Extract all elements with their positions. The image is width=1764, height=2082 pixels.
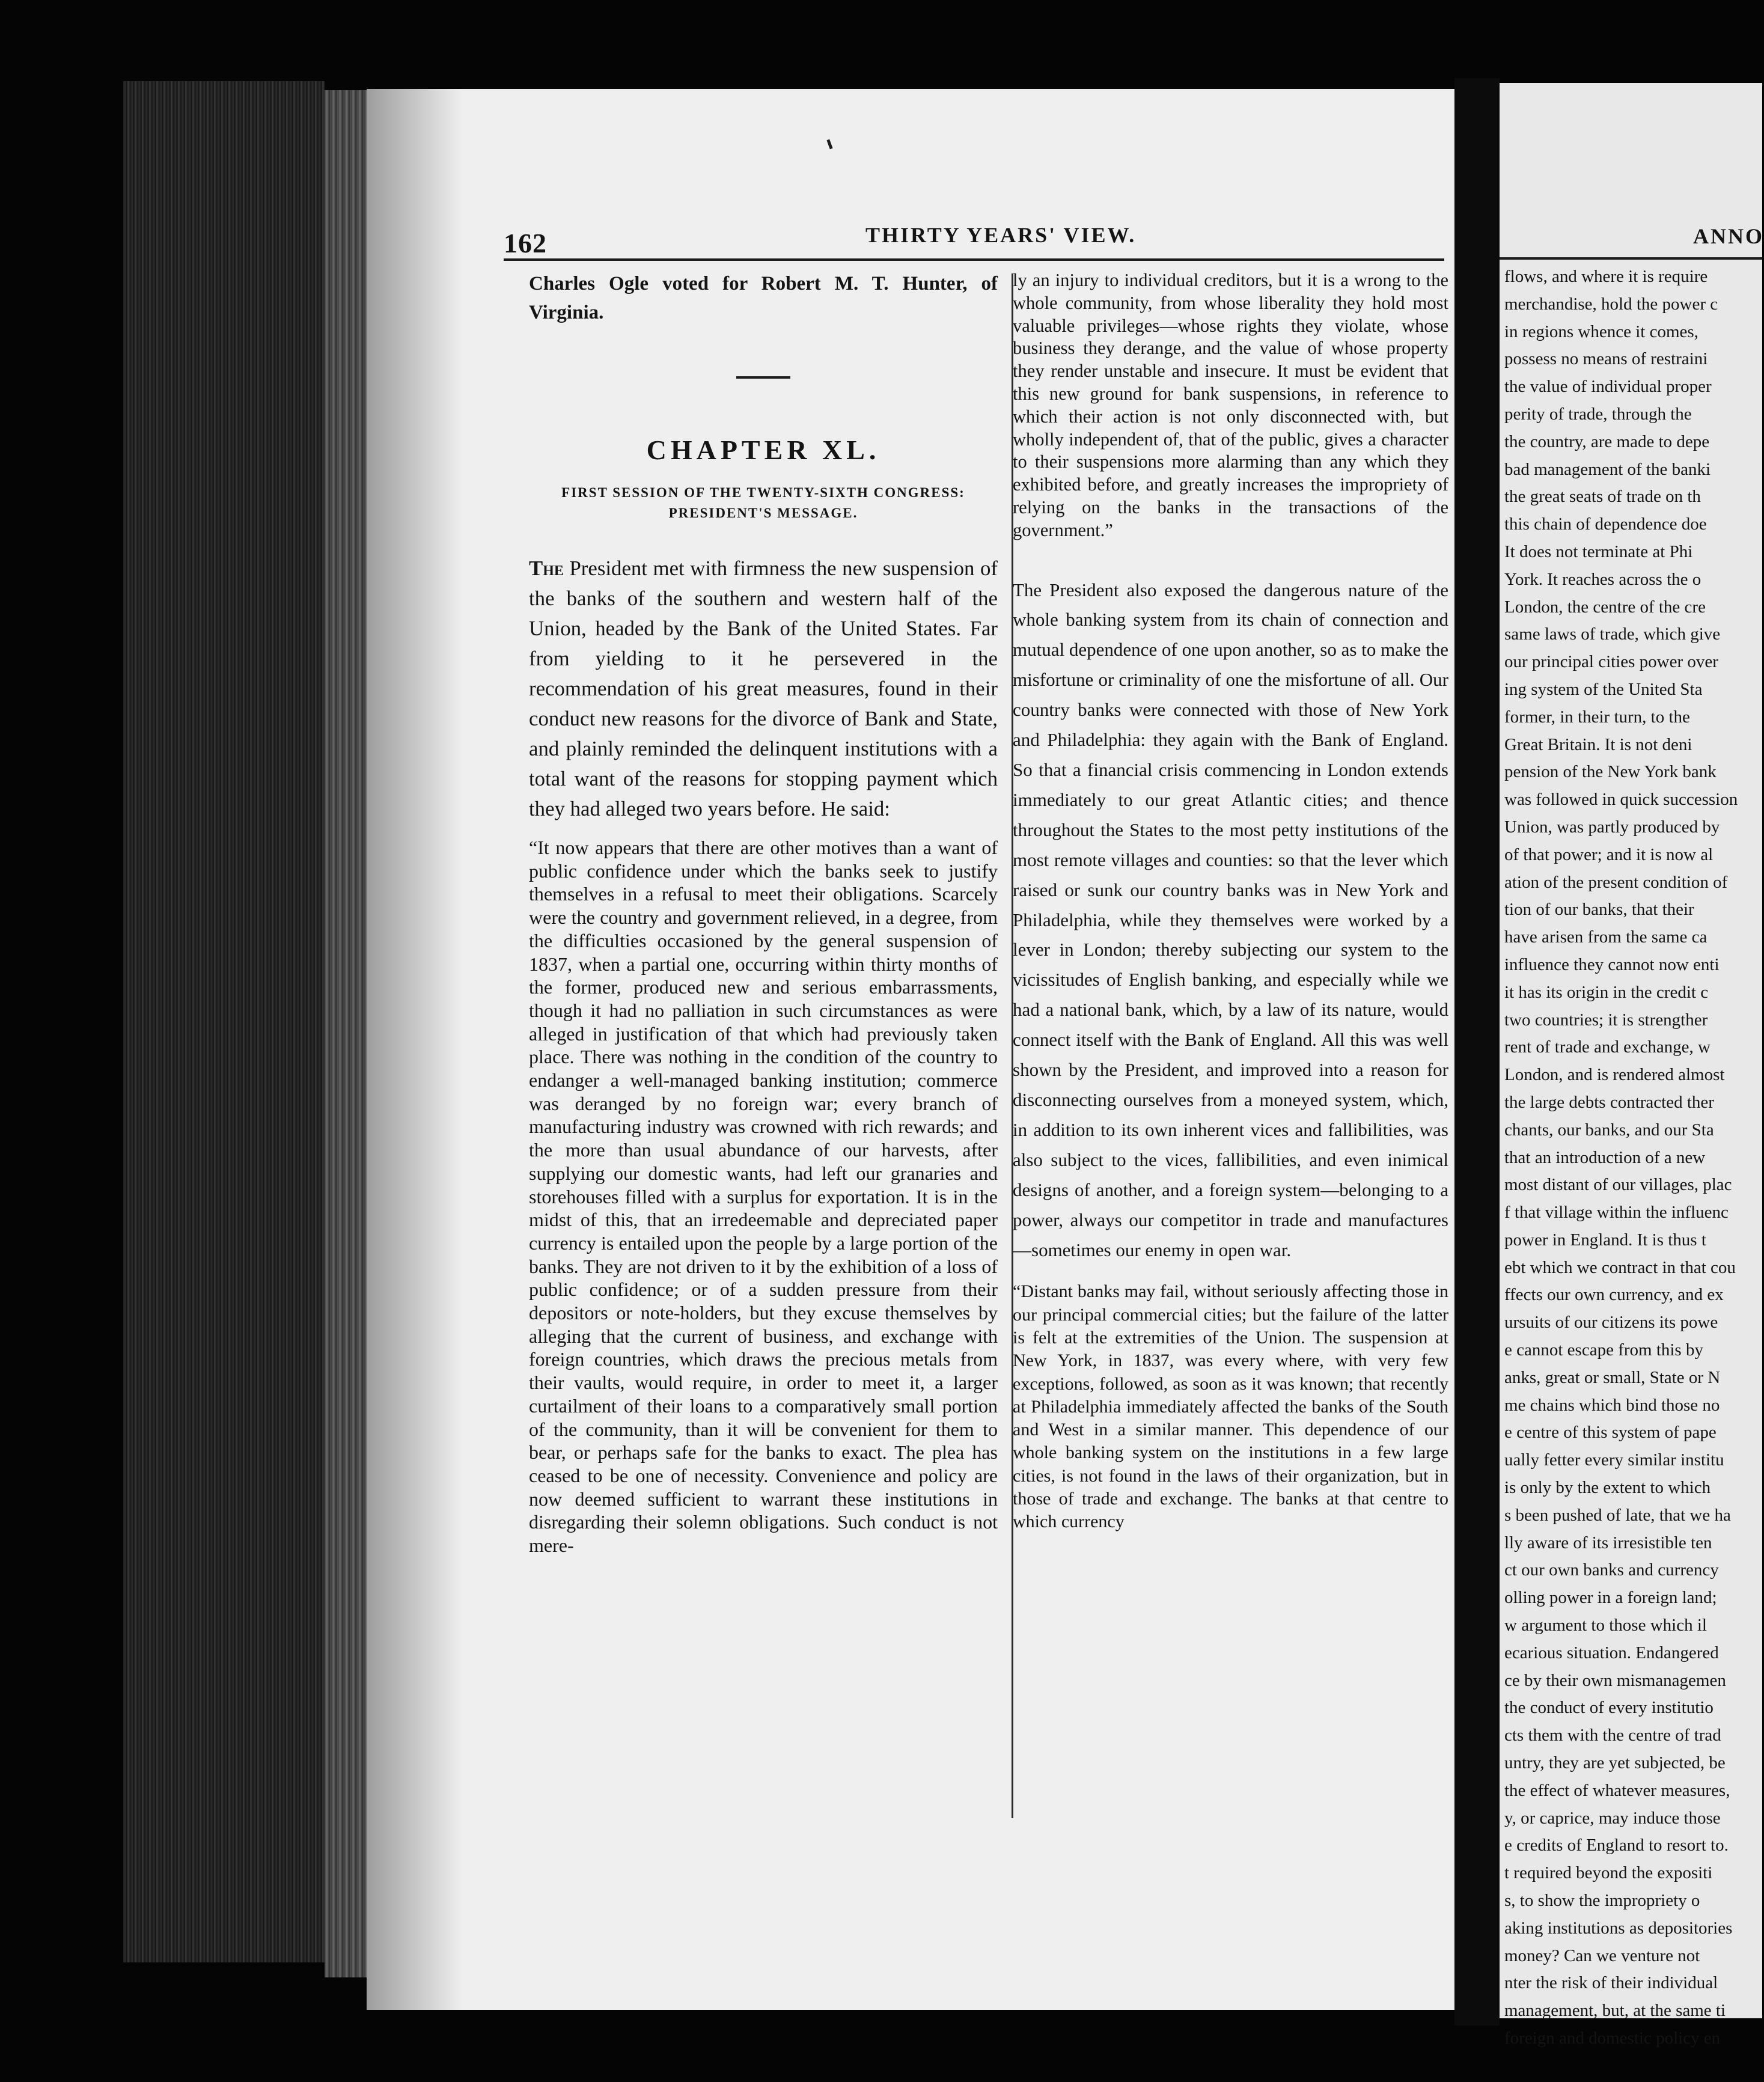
facing-line: ct our own banks and currency [1504,1560,1719,1580]
book-spine [123,81,325,1962]
facing-line: management, but, at the same ti [1504,2001,1726,2021]
page-shadow [367,89,463,2010]
facing-line: same laws of trade, which give [1504,624,1721,644]
lead-word: The [529,557,564,580]
facing-line: is only by the extent to which [1504,1478,1711,1498]
facing-line: Union, was partly produced by [1504,817,1720,837]
facing-line: It does not terminate at Phi [1504,542,1693,561]
facing-line: aking institutions as depositories [1504,1918,1733,1938]
book-gutter [1454,78,1500,2026]
facing-line: rent of trade and exchange, w [1504,1037,1711,1057]
facing-line: ebt which we contract in that cou [1504,1257,1736,1277]
facing-line: e cannot escape from this by [1504,1340,1703,1360]
facing-line: ecarious situation. Endangered [1504,1643,1719,1662]
facing-line: me chains which bind those no [1504,1395,1720,1415]
facing-header-rule [1500,257,1762,260]
header-rule [504,258,1444,261]
facing-line: London, and is rendered almost [1504,1065,1725,1085]
facing-line: the effect of whatever measures, [1504,1780,1730,1800]
facing-line: cts them with the centre of trad [1504,1726,1721,1745]
facing-line: possess no means of restraini [1504,349,1708,369]
facing-line: e centre of this system of pape [1504,1423,1717,1442]
facing-line: merchandise, hold the power c [1504,294,1718,314]
facing-line: perity of trade, through the [1504,404,1692,424]
facing-line: ing system of the United Sta [1504,679,1703,699]
facing-line: s, to show the impropriety o [1504,1891,1700,1911]
facing-line: ffects our own currency, and ex [1504,1285,1724,1305]
facing-line: chants, our banks, and our Sta [1504,1120,1714,1140]
facing-line: in regions whence it comes, [1504,322,1698,341]
facing-line: the great seats of trade on th [1504,487,1701,507]
facing-line: the large debts contracted ther [1504,1092,1714,1112]
facing-line: lly aware of its irresistible ten [1504,1533,1712,1552]
facing-line: nter the risk of their individual [1504,1973,1718,1993]
lead-text: President met with firmness the new suspension of the banks of the southern and western half of the Union, headed by the Bank of the United States. Far from yielding to it he persevered in the recommendation of his great measures, found in their conduct new reasons for the divorce of Bank and State, and plainly reminded the delinquent institutions with a total want of the reasons for stopping payment which they had alleged two years before. He said: [529,557,998,820]
facing-line: the value of individual proper [1504,377,1712,397]
facing-line: s been pushed of late, that we ha [1504,1505,1731,1525]
facing-line: e credits of England to resort to. [1504,1836,1729,1855]
facing-line: the conduct of every institutio [1504,1698,1714,1718]
lead-paragraph [529,554,998,824]
facing-line: pension of the New York bank [1504,762,1717,782]
facing-line: flows, and where it is require [1504,267,1708,286]
quote-continuation: ly an injury to individual creditors, but it is a wrong to the whole community, from whose liberality they hold most valuable privileges—whose rights they violate, whose business they derange, and the value of whose property they render unstable and insecure. It must be evident that this new ground for bank suspensions, in reference to which their action is not only disconnected with, but wholly independent of, that of the public, gives a character to their suspensions more alarming than any which they exhibited before, and greatly increases the impropriety of relying on the banks in the transactions of the government.” [1013,270,1448,540]
facing-line: the country, are made to depe [1504,432,1710,451]
facing-line: ation of the present condition of [1504,872,1728,892]
facing-running-head: ANNO [1693,224,1764,248]
facing-line: f that village within the influenc [1504,1203,1729,1223]
facing-line: Great Britain. It is not deni [1504,734,1692,754]
facing-line: ursuits of our citizens its powe [1504,1313,1718,1333]
left-column [529,269,998,1557]
facing-line: that an introduction of a new [1504,1147,1706,1167]
facing-line: olling power in a foreign land; [1504,1588,1717,1608]
running-head: THIRTY YEARS' VIEW. [865,223,1137,247]
facing-line: it has its origin in the credit c [1504,982,1709,1002]
facing-line: our principal cities power over [1504,652,1718,672]
section-title: FIRST SESSION OF THE TWENTY-SIXTH CONGRESS: PRESIDENT'S MESSAGE. [561,485,965,520]
facing-line: tion of our banks, that their [1504,900,1694,920]
facing-line: power in England. It is thus t [1504,1230,1706,1250]
ogle-note: Charles Ogle voted for Robert M. T. Hunter, of Virginia. [529,273,998,323]
body-paragraph: The President also exposed the dangerous nature of the whole banking system from its chain of connection and mutual dependence of one upon another, so as to make the misfortune or criminality of one the misfortune of all. Our country banks were connected with those of New York and Philadelphia: they again with the Bank of England. So that a financial crisis commencing in London extends immediately to our great Atlantic cities; and thence throughout the States to the most petty institutions of the most remote villages and counties: so that the lever which raised or sunk our country banks was in New York and Philadelphia, while they themselves were worked by a lever in London; thereby subjecting our system to the vicissitudes of English banking, and especially while we had a national bank, which, by a law of its nature, would connect itself with the Bank of England. All this was well shown by the President, and improved into a reason for disconnecting ourselves from a moneyed system, which, in addition to its own inherent vices and fallibilities, was also subject to the vices, fallibilities, and even inimical designs of another, and a foreign system—belonging to a power, always our competitor in trade and manufactures—sometimes our enemy in open war. [1013,579,1448,1260]
second-quote: “Distant banks may fail, without seriously affecting those in our principal commercial cities; but the failure of the latter is felt at the extremities of the Union. The suspension at New York, in 1837, was every where, with very few exceptions, followed, as soon as it was known; that recently at Philadelphia immediately affected the banks of the South and West in a similar manner. This dependence of our whole banking system on the institutions in a few large cities, is not found in the laws of their organization, but in those of trade and exchange. The banks at that centre to which currency [1013,1281,1448,1532]
message-quote: “It now appears that there are other motives than a want of public confidence under which the banks seek to justify themselves in a refusal to meet their obligations. Scarcely were the country and government relieved, in a degree, from the difficulties occasioned by the general suspension of 1837, when a partial one, occurring within thirty months of the former, produced new and serious embarrassments, though it had no palliation in such circumstances as were alleged in justification of that which had previously taken place. There was nothing in the condition of the country to endanger a well-managed banking institution; commerce was deranged by no foreign war; every branch of manufacturing industry was crowned with rich rewards; and the more than usual abundance of our harvests, after supplying our domestic wants, had left our granaries and storehouses filled with a surplus for exportation. It is in the midst of this, that an irredeemable and depreciated paper currency is entailed upon the people by a large portion of the banks. They are not driven to it by the exhibition of a loss of public confidence; or of a sudden pressure from their depositors or note-holders, but they excuse themselves by alleging that the current of business, and exchange with foreign countries, which draws the precious metals from their vaults, would require, in order to meet it, a larger curtailment of their loans to a comparatively small portion of the community, than it will be convenient for them to bear, or perhaps safe for the banks to exact. The plea has ceased to be one of necessity. Convenience and policy are now deemed sufficient to warrant these institutions in disregarding their solemn obligations. Such conduct is not mere- [529,837,998,1557]
facing-line: ce by their own mismanagemen [1504,1670,1726,1690]
facing-line: foreign and domestic policy en [1504,2029,1721,2048]
facing-line: London, the centre of the cre [1504,597,1706,617]
facing-line: t required beyond the expositi [1504,1863,1713,1883]
facing-line: two countries; it is strengther [1504,1010,1708,1030]
facing-line: ually fetter every similar institu [1504,1450,1724,1470]
facing-line: was followed in quick succession [1504,790,1738,810]
right-column [1013,269,1448,1534]
facing-page [1500,83,1764,2048]
facing-line: of that power; and it is now al [1504,844,1714,864]
facing-line: influence they cannot now enti [1504,954,1720,974]
facing-line: this chain of dependence doe [1504,514,1707,534]
facing-line: bad management of the banki [1504,459,1711,479]
facing-column [1504,263,1757,2053]
facing-line: York. It reaches across the o [1504,569,1701,589]
facing-line: w argument to those which il [1504,1616,1707,1635]
section-divider [736,376,790,379]
facing-line: former, in their turn, to the [1504,707,1690,727]
facing-line: most distant of our villages, plac [1504,1175,1732,1195]
facing-line: untry, they are yet subjected, be [1504,1753,1726,1773]
facing-line: y, or caprice, may induce those [1504,1808,1721,1828]
page-number: 162 [504,228,547,258]
facing-line: anks, great or small, State or N [1504,1367,1721,1387]
facing-line: have arisen from the same ca [1504,927,1708,947]
chapter-heading: CHAPTER XL. [646,435,880,465]
facing-line: money? Can we venture not [1504,1946,1700,1965]
